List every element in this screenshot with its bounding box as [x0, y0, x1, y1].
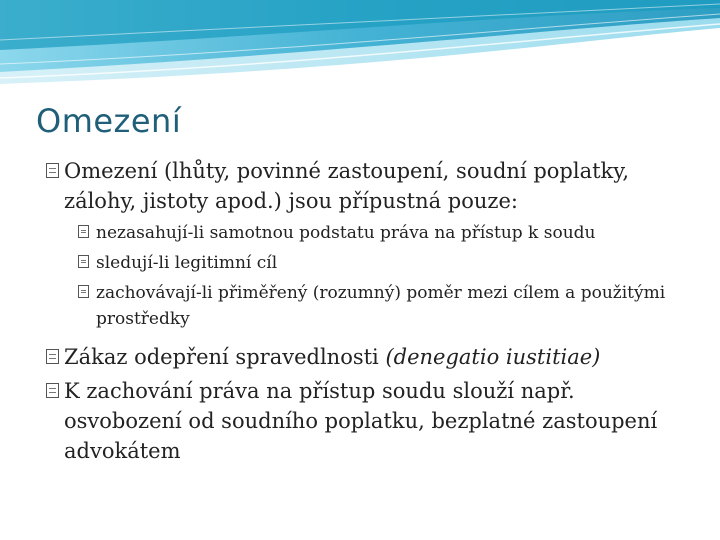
bullet-list — [46, 156, 696, 470]
bullet-item-pristup — [46, 376, 696, 466]
square-bullet-icon — [46, 383, 59, 398]
square-bullet-icon — [78, 225, 89, 238]
sub-bullet-text: sledují-li legitimní cíl — [96, 253, 278, 273]
header-wave-decoration — [0, 0, 720, 90]
square-bullet-icon — [46, 163, 59, 178]
sub-bullet-item — [78, 220, 696, 246]
square-bullet-icon — [78, 285, 89, 298]
sub-bullet-text: nezasahují-li samotnou podstatu práva na přístup k soudu — [96, 223, 596, 243]
square-bullet-icon — [78, 255, 89, 268]
square-bullet-icon — [46, 349, 59, 364]
sub-bullet-item — [78, 280, 696, 332]
bullet-text: Zákaz odepření spravedlnosti — [64, 345, 386, 369]
bullet-text: K zachování práva na přístup soudu slouží např. osvobození od soudního poplatku, bezplatné zastoupení advokátem — [64, 379, 658, 463]
sub-bullet-item — [78, 250, 696, 276]
bullet-item-omezeni — [46, 156, 696, 216]
bullet-text: Omezení (lhůty, povinné zastoupení, soudní poplatky, zálohy, jistoty apod.) jsou přípustná pouze: — [64, 159, 630, 213]
slide-title: Omezení — [36, 102, 182, 140]
sub-bullet-text: zachovávají-li přiměřený (rozumný) poměr mezi cílem a použitými prostředky — [96, 283, 666, 329]
bullet-italic-text: (denegatio iustitiae) — [385, 345, 601, 369]
bullet-item-zakaz — [46, 342, 696, 372]
